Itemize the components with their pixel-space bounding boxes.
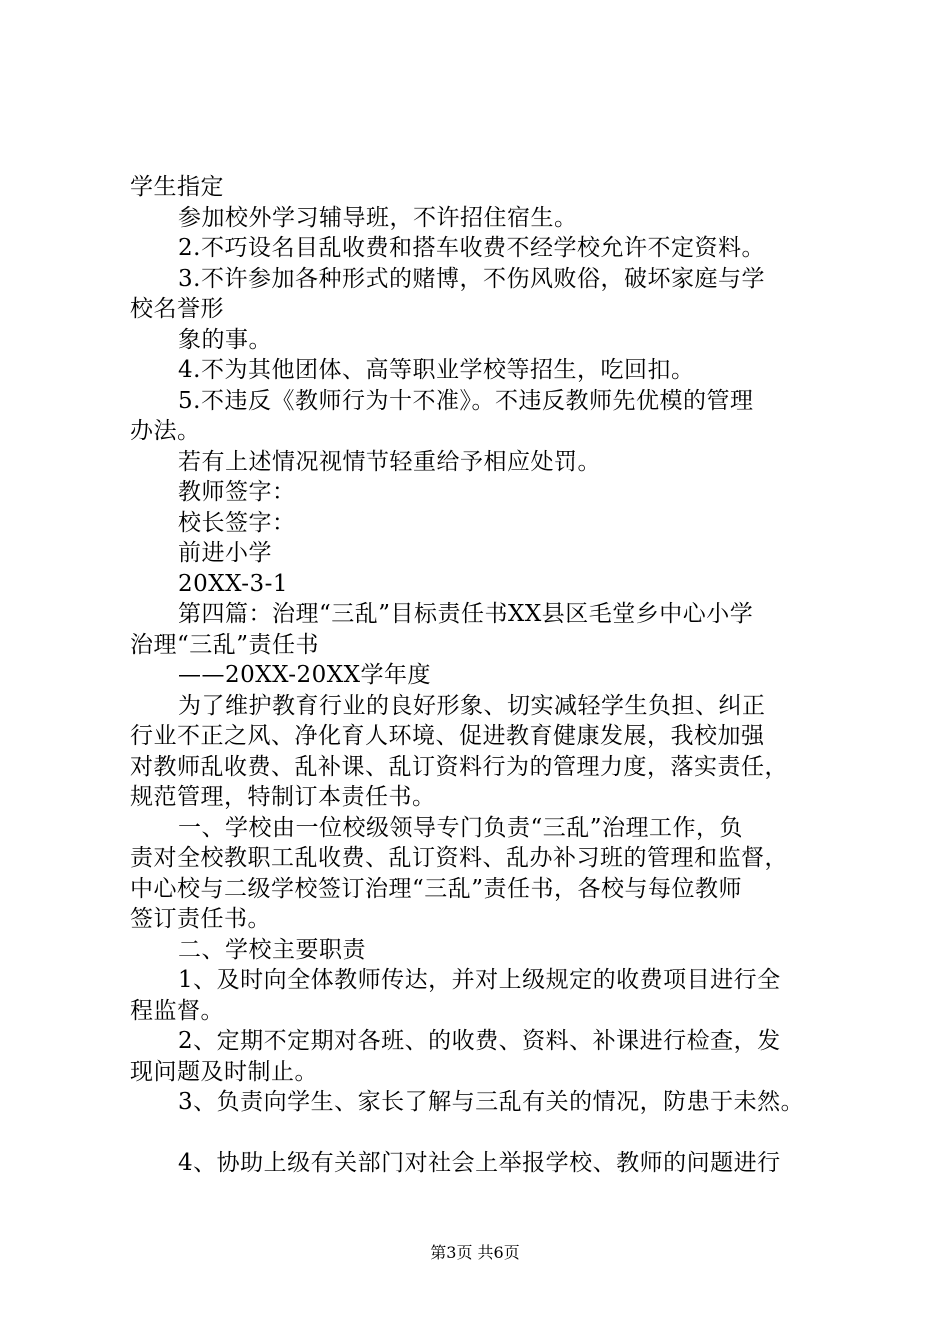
text-line: 二、学校主要职责	[178, 936, 366, 963]
text-line: 责对全校教职工乱收费、乱订资料、乱办补习班的管理和监督，	[130, 845, 788, 871]
text-line: 20XX-3-1	[178, 570, 289, 597]
text-line: 签订责任书。	[130, 906, 271, 932]
text-line: 程监督。	[130, 997, 224, 1024]
text-line: 对教师乱收费、乱补课、乱订资料行为的管理力度，落实责任，	[130, 753, 788, 780]
text-line: 教师签字：	[178, 479, 296, 505]
text-line: 2.不巧设名目乱收费和搭车收费不经学校允许不定资料。	[178, 235, 765, 261]
text-line: 5.不违反《教师行为十不准》。不违反教师先优模的管理	[178, 387, 754, 414]
document-body	[130, 172, 840, 1178]
text-line: 3.不许参加各种形式的赌博，不伤风败俗，破坏家庭与学	[178, 265, 765, 292]
text-line: 若有上述情况视情节轻重给予相应处罚。	[178, 448, 601, 475]
text-line: 第四篇：治理“三乱”目标责任书XX县区毛堂乡中心小学	[178, 601, 754, 627]
text-line: 4、协助上级有关部门对社会上举报学校、教师的问题进行	[178, 1149, 781, 1176]
text-line: 1、及时向全体教师传达，并对上级规定的收费项目进行全	[178, 967, 781, 993]
text-line: 学生指定	[130, 174, 224, 200]
text-line: 象的事。	[178, 326, 272, 353]
text-line: 参加校外学习辅导班，不许招住宿生。	[178, 204, 578, 231]
text-line: 为了维护教育行业的良好形象、切实减轻学生负担、纠正	[178, 692, 766, 719]
text-line: 一、学校由一位校级领导专门负责“三乱”治理工作，负	[178, 814, 744, 841]
text-line: 4.不为其他团体、高等职业学校等招生，吃回扣。	[178, 357, 695, 383]
text-line: ——20XX-20XX学年度	[178, 662, 431, 688]
text-line: 前进小学	[178, 540, 272, 566]
text-line: 治理“三乱”责任书	[130, 631, 320, 658]
text-line: 办法。	[130, 418, 201, 444]
text-line: 中心校与二级学校签订治理“三乱”责任书，各校与每位教师	[130, 875, 743, 902]
text-line: 行业不正之风、净化育人环境、促进教育健康发展，我校加强	[130, 723, 765, 749]
text-line: 2、定期不定期对各班、的收费、资料、补课进行检查，发	[178, 1028, 781, 1054]
text-line: 规范管理，特制订本责任书。	[130, 784, 436, 810]
text-line: 校长签字：	[178, 509, 296, 536]
text-line: 校名誉形	[130, 296, 224, 322]
blank-line	[130, 1118, 840, 1148]
text-line: 现问题及时制止。	[130, 1058, 318, 1085]
text-line: 3、负责向学生、家长了解与三乱有关的情况，防患于未然。	[178, 1089, 805, 1115]
page-number-footer: 第3页 共6页	[430, 1243, 520, 1262]
